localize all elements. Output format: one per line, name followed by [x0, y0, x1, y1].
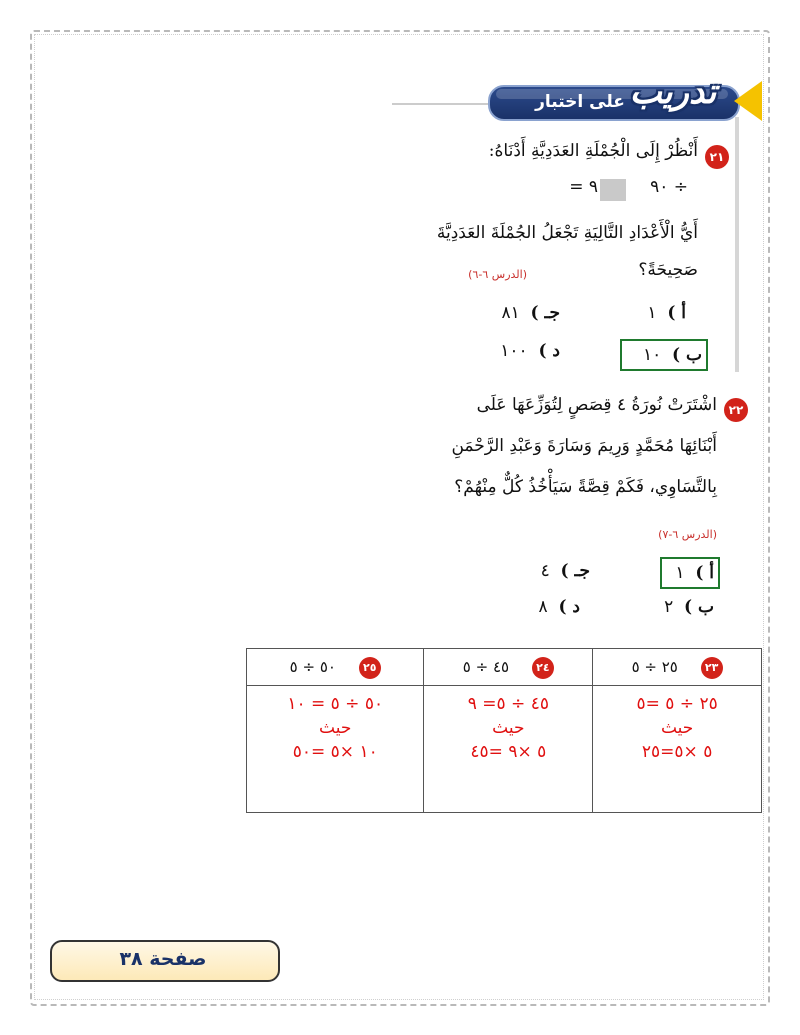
exercise-problem: ٤٥ ÷ ٥	[462, 658, 510, 676]
option-value: ١٠	[642, 345, 662, 365]
q22-line3: بِالتَّسَاوِي، فَكَمْ قِصَّةً سَيَأْخُذُ كُلٌّ مِنْهُمْ؟	[454, 477, 717, 497]
header-logo: تدريب	[629, 72, 717, 112]
exercise-cell-header	[424, 649, 593, 686]
exercise-answer-cell	[247, 686, 424, 813]
q21-option-d[interactable]	[440, 341, 560, 361]
option-letter: جـ )	[530, 303, 560, 323]
exercise-check: ٥ ×٥=٢٥	[641, 742, 713, 762]
option-letter: د )	[558, 597, 580, 617]
option-value: ١	[675, 563, 685, 583]
q21-lesson-ref: (الدرس ٦-٦)	[468, 268, 527, 281]
q21-prompt: أَنْظُرْ إِلَى الْجُمْلَةِ العَدَدِيَّةِ أَدْنَاهُ:	[488, 141, 698, 161]
exercise-check: ٥ ×٩ =٤٥	[470, 742, 547, 762]
q22-line1: اشْتَرَتْ نُورَةُ ٤ قِصَصٍ لِتُوَزِّعَهَا عَلَى	[476, 395, 717, 415]
option-value: ٢	[664, 597, 674, 617]
option-letter: أ )	[667, 303, 686, 323]
exercise-cell-header	[247, 649, 424, 686]
q22-line2: أَبْنَائِهَا مُحَمَّدٍ وَرِيمَ وَسَارَةَ وَعَبْدِ الرَّحْمَنِ	[451, 436, 717, 456]
option-value: ٨	[538, 597, 548, 617]
q21-option-b-selected[interactable]	[620, 339, 708, 371]
q22-option-a-selected[interactable]	[660, 557, 720, 589]
option-value: ١	[647, 303, 657, 323]
option-letter: أ )	[695, 563, 714, 583]
option-letter: د )	[538, 341, 560, 361]
exercise-answer: ٥٠ ÷ ٥ = ١٠	[287, 694, 384, 714]
exercise-problem: ٥٠ ÷ ٥	[289, 658, 336, 676]
exercise-answer-cell	[593, 686, 762, 813]
arrow-icon	[734, 81, 762, 121]
blank-box	[600, 179, 626, 201]
exercise-number-badge: ٢٥	[359, 657, 381, 679]
option-letter: ب )	[672, 345, 702, 365]
exercise-cell-header	[593, 649, 762, 686]
q22-option-b[interactable]	[630, 597, 714, 617]
option-letter: ب )	[684, 597, 714, 617]
exercise-answer: ٢٥ ÷ ٥ =٥	[636, 694, 718, 714]
option-value: ١٠٠	[500, 341, 528, 361]
q21-option-a[interactable]	[590, 303, 686, 323]
question-number-badge: ٢٢	[724, 398, 748, 422]
q21-question-line2: صَحِيحَةً؟	[638, 260, 698, 280]
exercise-since: حيث	[319, 718, 352, 738]
exercise-number-badge: ٢٣	[701, 657, 723, 679]
exercise-since: حيث	[492, 718, 525, 738]
q21-equation-left: ٩ =	[569, 177, 598, 197]
section-side-bar	[735, 117, 739, 372]
option-value: ٤	[540, 561, 550, 581]
q22-option-d[interactable]	[480, 597, 580, 617]
exercise-since: حيث	[660, 718, 694, 738]
option-value: ٨١	[501, 303, 520, 323]
question-number-badge: ٢١	[705, 145, 729, 169]
exercise-answer: ٤٥ ÷ ٥= ٩	[467, 694, 549, 714]
exercise-answer-cell	[424, 686, 593, 813]
q21-question-line1: أَيُّ الْأَعْدَادِ التَّالِيَةِ تَجْعَلُ الجُمْلَةَ العَدَدِيَّةَ	[436, 223, 698, 243]
q22-option-c[interactable]	[480, 561, 590, 581]
exercise-problem: ٢٥ ÷ ٥	[631, 658, 678, 676]
exercise-check: ١٠ ×٥ =٥٠	[292, 742, 378, 762]
page-number: صفحة ٣٨	[119, 948, 207, 970]
q21-equation-right: ÷ ٩٠	[650, 177, 688, 197]
exercise-table	[246, 648, 762, 813]
q22-lesson-ref: (الدرس ٦-٧)	[658, 528, 717, 541]
exercise-number-badge: ٢٤	[532, 657, 554, 679]
option-letter: جـ )	[560, 561, 590, 581]
q21-option-c[interactable]	[460, 303, 560, 323]
header-title: على اختبار	[535, 92, 625, 112]
